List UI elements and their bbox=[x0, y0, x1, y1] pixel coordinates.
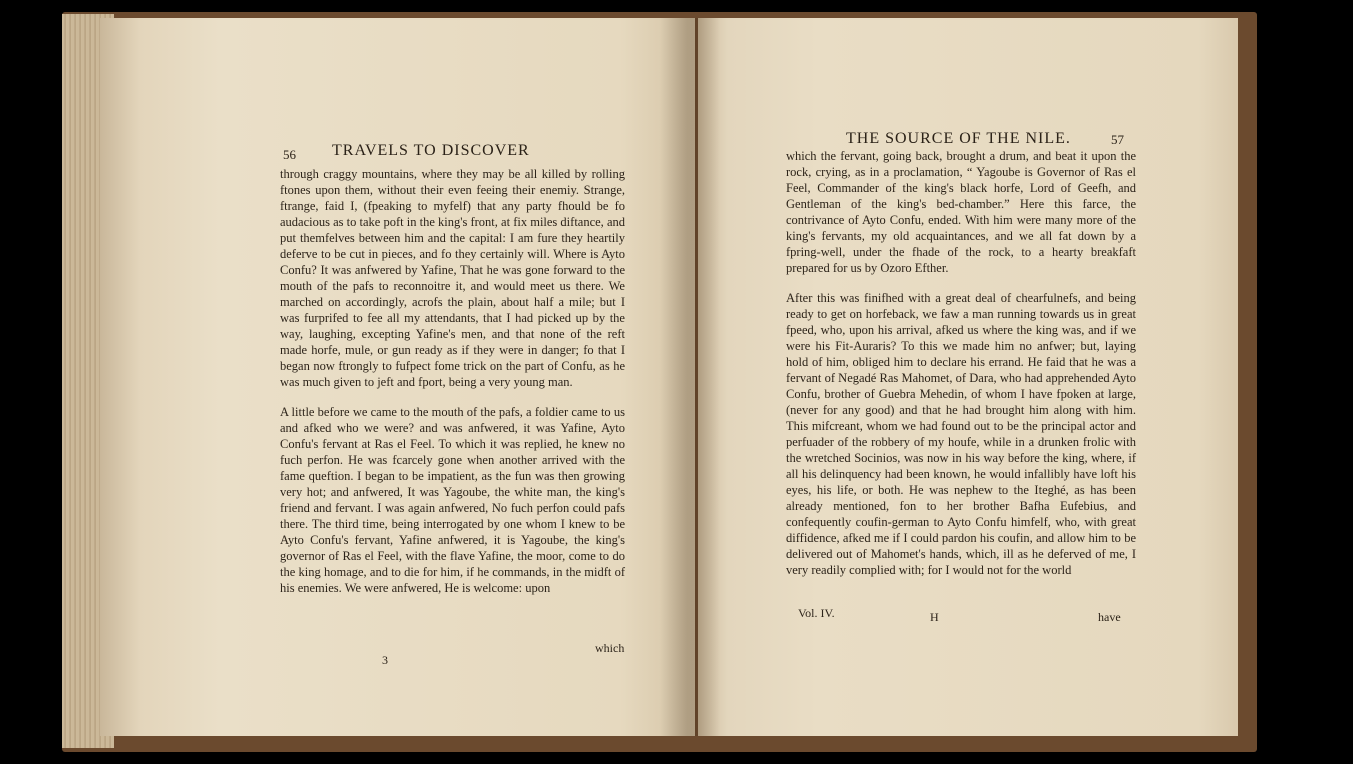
right-page-text bbox=[786, 148, 1136, 592]
left-signature-mark: 3 bbox=[382, 653, 388, 667]
left-running-head: TRAVELS TO DISCOVER bbox=[332, 142, 530, 159]
left-page-text bbox=[280, 166, 625, 610]
left-page bbox=[100, 18, 695, 736]
right-paragraph-1: which the fervant, going back, brought a drum, and beat it upon the rock, crying, as in a proclamation, “ Yagoube is Governor of Ras el Feel, Commander of the king's black horfe, Lord of Geefh, and Gentleman of the king's bed-chamber.” Here this farce, the contrivance of Ayto Confu, ended. With him were many more of the king's fervants, my old acquaintances, and we all fat down by a fpring-well, under the fhade of the rock, to a hearty breakfaft prepared for us by Ozoro Efther. bbox=[786, 149, 1136, 275]
right-page-number: 57 bbox=[1111, 132, 1124, 147]
right-paragraph-2: After this was finifhed with a great deal of chearfulnefs, and being ready to get on horfeback, we faw a man running towards us in great fpeed, who, upon his arrival, afked us where the king was, and if we were his Fit-Auraris? To this we made him no anfwer; but, laying hold of him, obliged him to declare his errand. He faid that he was a fervant of Negadé Ras Mahomet, of Dara, who had apprehended Ayto Confu, brother of Guebra Mehedin, of whom I have fpoken at large, (never for any good) and that he had brought him along with him. This mifcreant, whom we had found out to be the principal actor and perfuader of the robbery of my houfe, while in a drunken frolic with the wretched Socinios, was now in his way before the king, where, if all his delinquency had been known, he would infallibly have loft his eyes, his life, or both. He was nephew to the Iteghé, as has been already mentioned, fon to her brother Bafha Eufebius, and confequently coufin-german to Ayto Confu himfelf, who, with great diffidence, afked me if I could pardon his coufin, and allow him to be delivered out of Mahomet's hands, which, ill as he deferved of me, I very readily complied with; for I would not for the world bbox=[786, 291, 1136, 577]
left-paragraph-2: A little before we came to the mouth of the pafs, a foldier came to us and afked who we were? and was anfwered, it was Yafine, Ayto Confu's fervant at Ras el Feel. To which it was replied, he knew no fuch perfon. He was fcarcely gone when another arrived with the fame queftion. I began to be impatient, as the fun was then growing very hot; and anfwered, It was Yagoube, the white man, the king's friend and fervant. I was again anfwered, No fuch perfon could pafs there. The third time, being interrogated by one whom I knew to be Ayto Confu's fervant, Yafine anfwered, it is Yagoube, the king's governor of Ras el Feel, with the flave Yafine, the moor, come to do the king homage, and to die for him, if he commands, in the midft of his enemies. We were anfwered, He is welcome: upon bbox=[280, 405, 625, 595]
right-running-head: THE SOURCE OF THE NILE. bbox=[846, 130, 1071, 147]
left-page-number: 56 bbox=[283, 147, 296, 162]
right-page bbox=[698, 18, 1238, 736]
left-catchword: which bbox=[595, 641, 625, 655]
volume-label: Vol. IV. bbox=[798, 606, 835, 620]
right-signature-mark: H bbox=[930, 610, 939, 624]
right-catchword: have bbox=[1098, 610, 1121, 624]
book-gutter bbox=[660, 18, 720, 736]
left-paragraph-1: through craggy mountains, where they may be all killed by rolling ftones upon them, without their even feeing their enemiy. Strange, ftrange, faid I, (fpeaking to myfelf) that any party fhould be fo audacious as to take poft in the king's front, at fix miles diftance, and put themfelves between him and the capital: I am fure they heartily deferve to be cut in pieces, and fo they certainly will. Where is Ayto Confu? It was anfwered by Yafine, That he was gone forward to the mouth of the pafs to reconnoitre it, and would meet us there. We marched on accordingly, acrofs the plain, about half a mile; but I was furprifed to fee all my attendants, that I had picked up by the way, laughing, excepting Yafine's men, and that none of the reft made horfe, mule, or gun ready as if they were in danger; fo that I began now ftrongly to fufpect fome trick on the part of Confu, as he was much given to jeft and fport, being a very young man. bbox=[280, 167, 625, 389]
